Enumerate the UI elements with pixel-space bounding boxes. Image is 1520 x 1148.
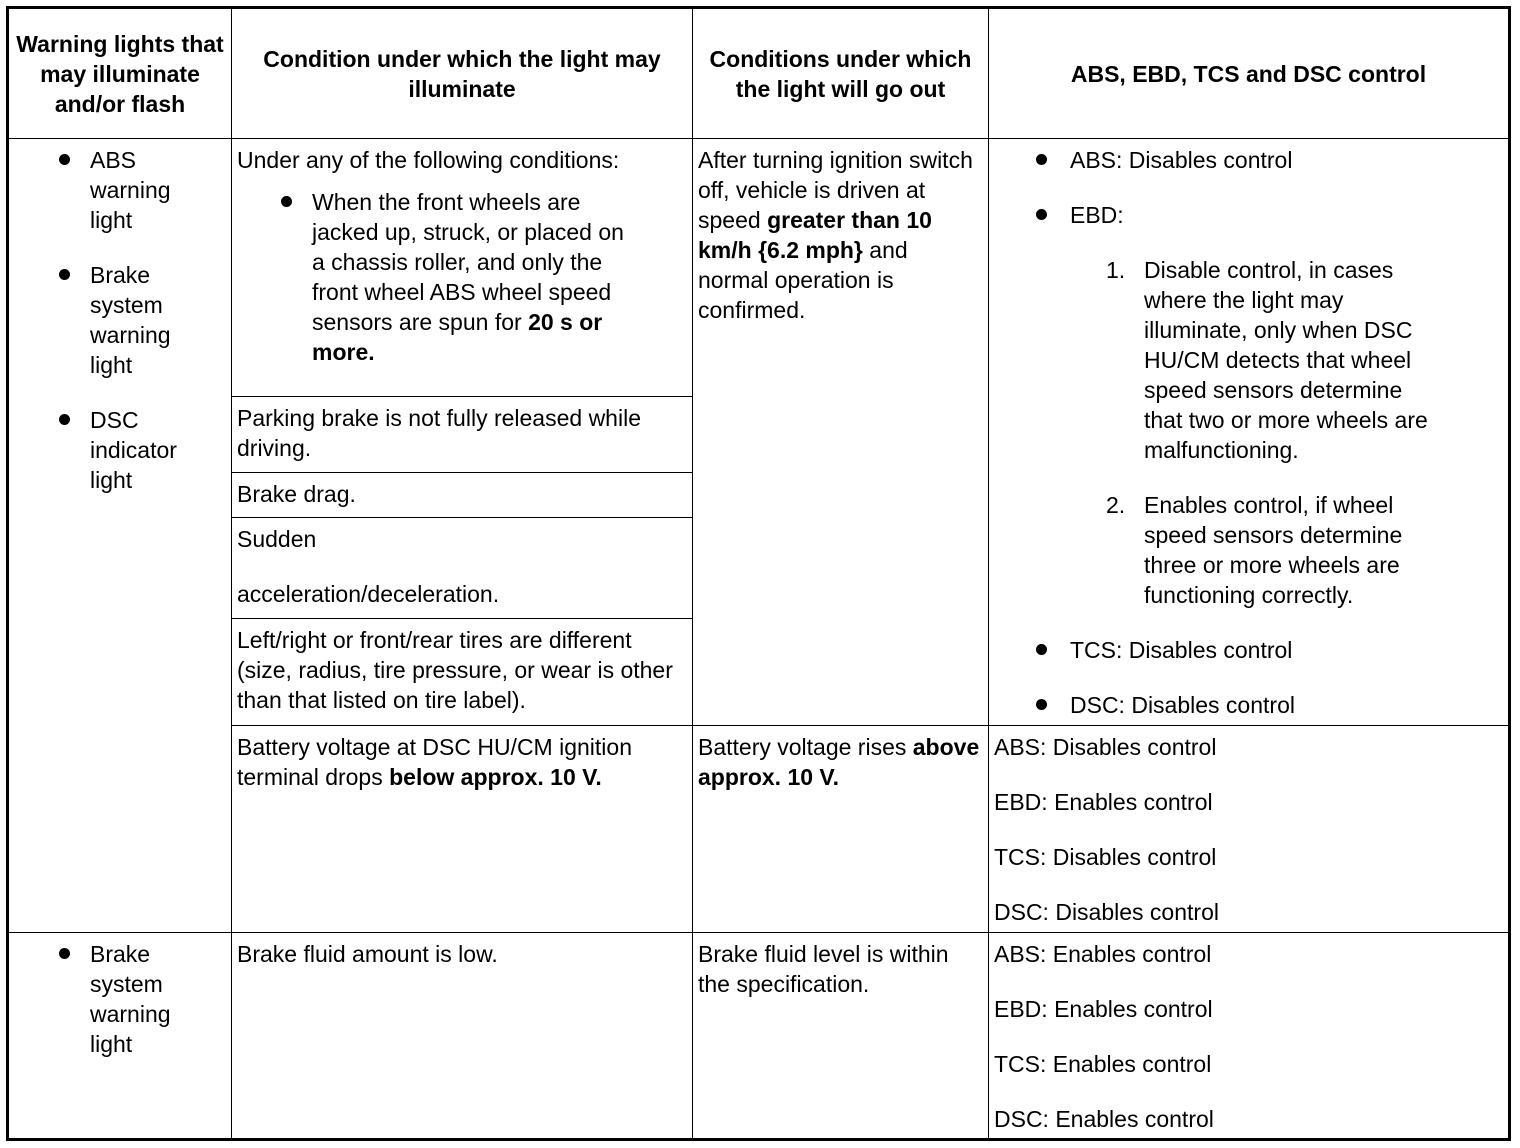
goes-out-text: After turning ignition switch off, vehicle is driven at speed: [698, 147, 973, 233]
goes-out-cell: [693, 726, 989, 933]
control-line: DSC: Disables control: [994, 899, 1219, 925]
condition-list: [237, 187, 632, 367]
condition-cell: Parking brake is not fully released while driving.: [232, 397, 693, 473]
ebd-list: [989, 255, 1503, 610]
goes-out-text-end: and normal operation is confirmed.: [698, 237, 908, 323]
list-item: DSC: Disables control: [989, 690, 1503, 720]
list-item: ABS: Disables control: [989, 145, 1503, 175]
lights-cell: [8, 139, 232, 933]
control-line: EBD: Enables control: [994, 789, 1213, 815]
header-warning-lights: Warning lights that may illuminate and/or flash: [8, 8, 232, 139]
condition-text: Battery voltage at DSC HU/CM ignition terminal drops: [237, 734, 632, 790]
list-item: Brake system warning light: [9, 939, 179, 1059]
goes-out-cell: [693, 139, 989, 726]
condition-intro: Under any of the following conditions:: [237, 147, 620, 173]
list-item: TCS: Disables control: [989, 635, 1503, 665]
control-line: TCS: Enables control: [994, 1051, 1212, 1077]
warning-lights-table: [6, 6, 1511, 1141]
list-item: [989, 200, 1503, 230]
condition-cell: [232, 518, 693, 619]
light-list: [9, 939, 179, 1059]
list-item: [237, 187, 632, 367]
list-item: DSC indicator light: [9, 405, 179, 495]
condition-text: Sudden: [237, 526, 317, 552]
condition-cell: [232, 726, 693, 933]
list-item: [989, 255, 1444, 465]
ebd-label: EBD:: [1070, 202, 1124, 228]
table-row: [8, 139, 1510, 397]
control-cell: [989, 933, 1510, 1140]
list-item: [989, 490, 1444, 610]
list-number: 1.: [1106, 257, 1126, 283]
control-line: ABS: Disables control: [994, 734, 1217, 760]
control-line: EBD: Enables control: [994, 996, 1213, 1022]
list-item: ABS warning light: [9, 145, 179, 235]
condition-bold: 20 s or more.: [312, 309, 603, 365]
header-condition-go-out: Conditions under which the light will go out: [693, 8, 989, 139]
control-line: ABS: Enables control: [994, 941, 1212, 967]
control-line: DSC: Enables control: [994, 1106, 1214, 1132]
control-cell: [989, 726, 1510, 933]
light-list: [9, 145, 179, 495]
list-text: Disable control, in cases where the light may illuminate, only when DSC HU/CM detects that wheel speed sensors determine that two or more wheels are malfunctioning.: [1144, 257, 1428, 463]
header-condition-illuminate: Condition under which the light may illuminate: [232, 8, 693, 139]
goes-out-cell: Brake fluid level is within the specification.: [693, 933, 989, 1140]
header-row: [8, 8, 1510, 139]
control-list-2: [989, 635, 1503, 720]
control-cell: [989, 139, 1510, 726]
lights-cell: [8, 933, 232, 1140]
control-list: [989, 145, 1503, 230]
table-row: [8, 933, 1510, 1140]
control-line: TCS: Disables control: [994, 844, 1217, 870]
goes-out-bold: above approx. 10 V.: [698, 734, 980, 790]
goes-out-bold: greater than 10 km/h {6.2 mph}: [698, 207, 932, 263]
header-control: ABS, EBD, TCS and DSC control: [989, 8, 1510, 139]
list-item: Brake system warning light: [9, 260, 179, 380]
condition-bold: below approx. 10 V.: [389, 764, 602, 790]
condition-text: When the front wheels are jacked up, struck, or placed on a chassis roller, and only the front wheel ABS wheel speed sensors are spun for: [312, 189, 624, 335]
condition-cell: [232, 139, 693, 397]
condition-cell: Brake fluid amount is low.: [232, 933, 693, 1140]
condition-cell: Left/right or front/rear tires are different (size, radius, tire pressure, or wear is other than that listed on tire label).: [232, 619, 693, 726]
table-row: [8, 726, 1510, 933]
list-number: 2.: [1106, 492, 1126, 518]
condition-text: acceleration/deceleration.: [237, 581, 500, 607]
list-text: Enables control, if wheel speed sensors determine three or more wheels are functioning correctly.: [1144, 492, 1403, 608]
goes-out-text: Battery voltage rises: [698, 734, 913, 760]
condition-cell: Brake drag.: [232, 473, 693, 518]
